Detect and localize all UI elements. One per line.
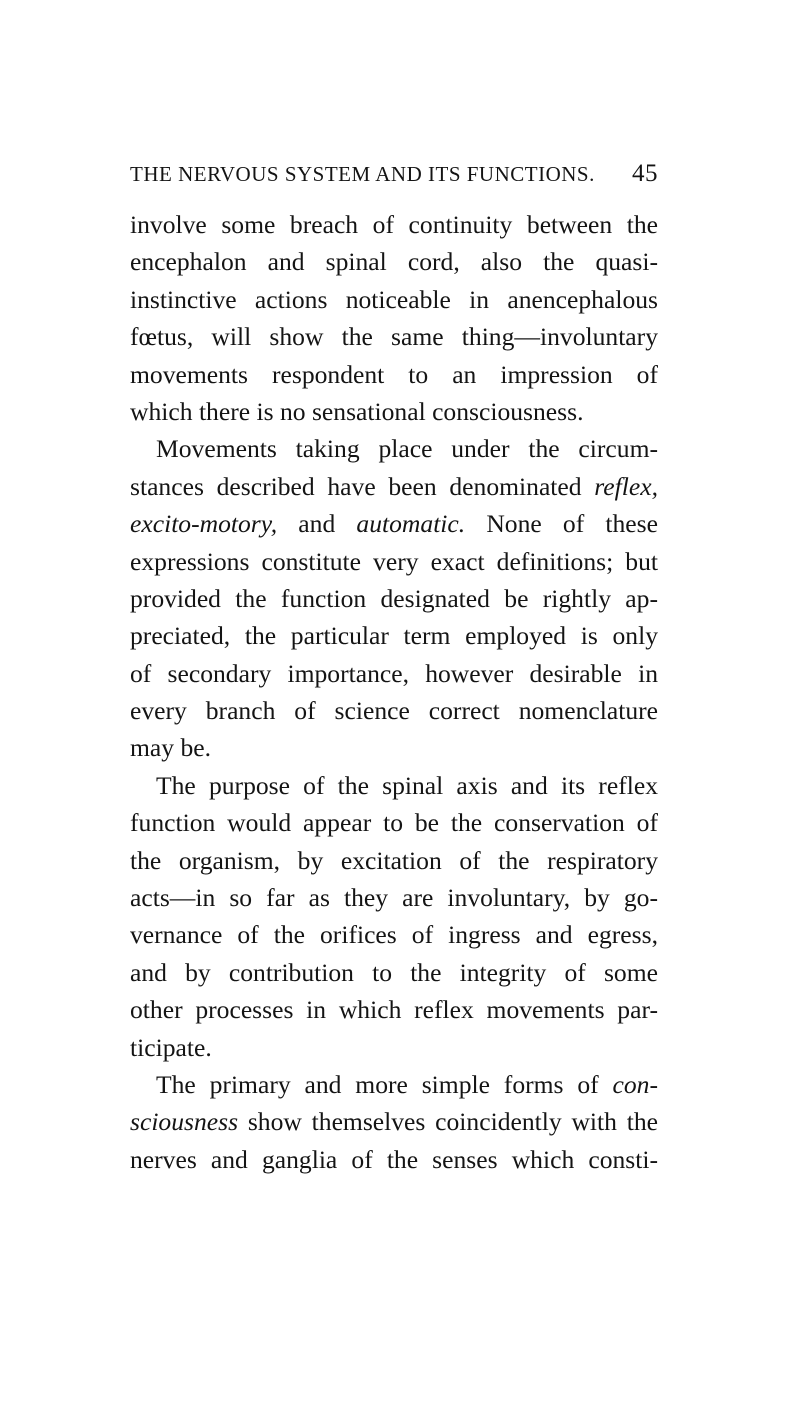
- text-line: nerves and ganglia of the senses which consti-: [130, 1144, 658, 1174]
- text-line: Movements taking place under the circum-: [156, 434, 658, 464]
- text-line: involve some breach of continuity between the: [130, 210, 658, 239]
- text-line: of secondary importance, however desirable in: [130, 658, 658, 688]
- text-line: may be.: [130, 733, 212, 763]
- text-line: movements respondent to an impression of: [130, 359, 658, 389]
- text-line: ticipate.: [130, 1032, 212, 1062]
- running-head-title: THE NERVOUS SYSTEM AND ITS FUNCTIONS.: [130, 162, 595, 186]
- text-line: fœtus, will show the same thing—involuntary: [130, 322, 658, 352]
- italic-term: automatic.: [356, 509, 466, 539]
- text-line: The primary and more simple forms of con-: [156, 1069, 658, 1099]
- text-line: expressions constitute very exact definitions; but: [130, 546, 658, 576]
- running-head: [130, 157, 658, 191]
- text-line: instinctive actions noticeable in anencephalous: [130, 284, 658, 314]
- text-line: every branch of science correct nomenclature: [130, 696, 658, 726]
- italic-term: reflex,: [594, 471, 658, 501]
- text-line: stances described have been denominated reflex,: [130, 471, 658, 501]
- text-line: other processes in which reflex movements par-: [130, 995, 658, 1025]
- text-line: and by contribution to the integrity of some: [130, 957, 658, 987]
- italic-term: sciousness: [130, 1107, 239, 1137]
- text-line: the organism, by excitation of the respiratory: [130, 845, 658, 875]
- body-text: [130, 206, 658, 1178]
- text-line: vernance of the orifices of ingress and egress,: [130, 920, 658, 950]
- italic-term: con-: [612, 1069, 658, 1099]
- text-line: The purpose of the spinal axis and its reflex: [156, 770, 658, 800]
- text-line: which there is no sensational consciousness.: [130, 396, 584, 426]
- italic-term: excito-motory,: [130, 509, 278, 539]
- text-line: sciousness show themselves coincidently with the: [130, 1107, 658, 1137]
- text-line: acts—in so far as they are involuntary, by go-: [130, 883, 658, 913]
- text-line: function would appear to be the conservation of: [130, 808, 658, 838]
- text-line: preciated, the particular term employed is only: [130, 621, 658, 651]
- text-line: excito-motory, and automatic. None of these: [130, 509, 658, 539]
- page-number: 45: [632, 160, 658, 187]
- text-line: provided the function designated be rightly ap-: [130, 583, 658, 613]
- text-line: encephalon and spinal cord, also the quasi-: [130, 247, 658, 277]
